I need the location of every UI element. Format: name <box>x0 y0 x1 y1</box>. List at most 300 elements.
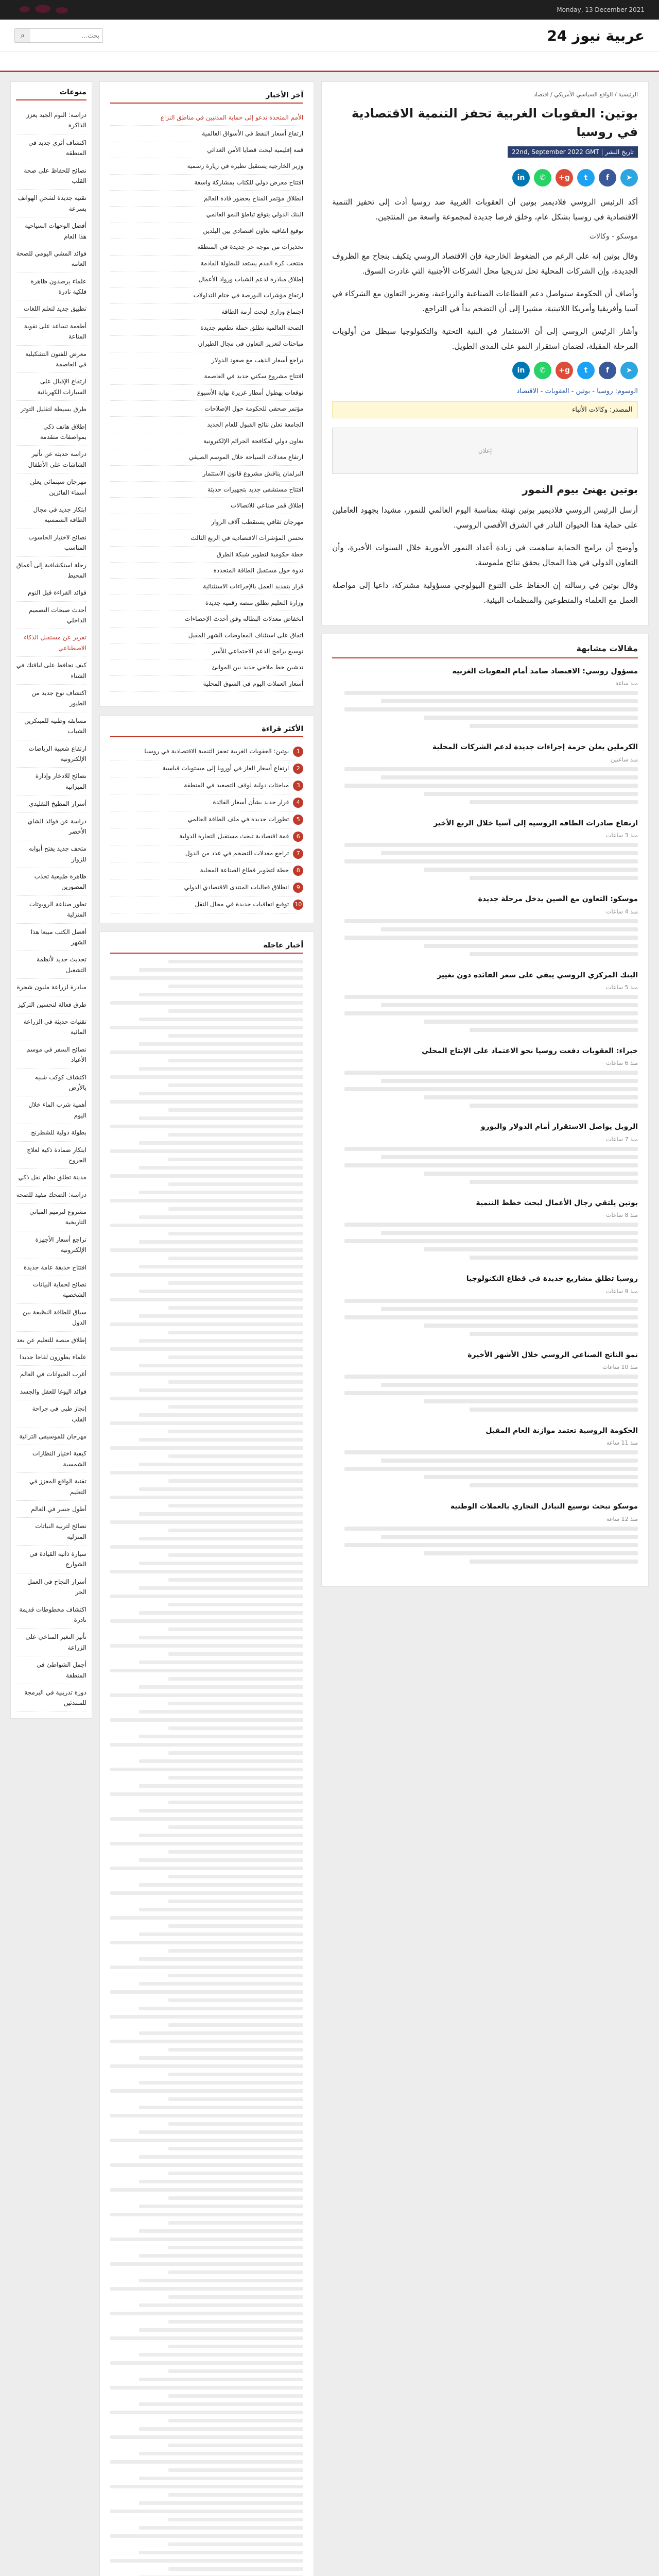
placeholder-line <box>110 1421 303 1425</box>
related-title[interactable]: الروبل يواصل الاستقرار أمام الدولار واليورو <box>480 1123 638 1131</box>
related-title[interactable]: الكرملين يعلن حزمة إجراءات جديدة لدعم الشركات المحلية <box>432 743 638 752</box>
latest-news-item[interactable]: قرار بتمديد العمل بالإجراءات الاستثنائية <box>110 579 303 595</box>
placeholder-line <box>110 1990 303 1994</box>
placeholder-line <box>110 2015 303 2019</box>
placeholder-line <box>139 2328 303 2332</box>
placeholder-line <box>168 1776 304 1780</box>
twitter-icon[interactable]: t <box>577 362 595 379</box>
related-item[interactable] <box>332 1425 638 1487</box>
placeholder-line <box>168 2073 304 2076</box>
article-paragraph: أكد الرئيس الروسي فلاديمير بوتين أن العقوبات الغربية ضد روسيا أدت إلى تحفيز التنمية الاقتصادية في روسيا بشكل عام، وخلق فرصا جديدة لمجموعة واسعة من المنتجين. <box>332 197 638 222</box>
placeholder-line <box>139 2279 303 2282</box>
related-item[interactable] <box>332 741 638 804</box>
sidebar-item[interactable]: فوائد المشي اليومي للصحة العامة <box>16 245 86 273</box>
placeholder-line <box>139 1116 303 1120</box>
placeholder-line <box>168 1133 304 1137</box>
excerpt-line <box>424 1399 638 1403</box>
placeholder-line <box>168 1430 304 1433</box>
sidebar-item[interactable]: نصائح لاختيار الحاسوب المناسب <box>16 529 86 557</box>
placeholder-line <box>139 2180 303 2183</box>
placeholder-line <box>139 1562 303 1565</box>
sidebar-item[interactable]: أجمل الشواطئ في المنطقة <box>16 1656 86 1684</box>
placeholder-line <box>168 1232 304 1235</box>
placeholder-line <box>168 2221 304 2225</box>
latest-news-item[interactable]: البرلمان يناقش مشروع قانون الاستثمار <box>110 466 303 482</box>
related-articles <box>321 634 649 1587</box>
placeholder-line <box>139 2353 303 2357</box>
placeholder-line <box>139 1834 303 1837</box>
sidebar-item[interactable]: سيارة ذاتية القيادة في الشوارع <box>16 1546 86 1573</box>
latest-news-item[interactable]: توقيع اتفاقية تعاون اقتصادي بين البلدين <box>110 223 303 239</box>
main-column <box>321 81 649 1595</box>
placeholder-line <box>110 1125 303 1128</box>
placeholder-line <box>110 1545 303 1549</box>
sidebar-item[interactable]: أهمية شرب الماء خلال اليوم <box>16 1096 86 1124</box>
latest-news-item[interactable]: ارتفاع أسعار النفط في الأسواق العالمية <box>110 126 303 142</box>
placeholder-line <box>139 1314 303 1318</box>
excerpt-line <box>344 1011 638 1015</box>
breadcrumb-category[interactable]: اقتصاد <box>533 91 549 98</box>
latest-news-item[interactable]: افتتاح مشروع سكني جديد في العاصمة <box>110 368 303 384</box>
sidebar-item[interactable]: نصائح للادخار وإدارة الميزانية <box>16 768 86 795</box>
sidebar-item[interactable]: ظاهرة طبيعية تجذب المصورين <box>16 868 86 896</box>
placeholder-line <box>139 1537 303 1540</box>
placeholder-line <box>139 2551 303 2554</box>
placeholder-line <box>110 1669 303 1672</box>
placeholder-line <box>139 1191 303 1194</box>
latest-news-item[interactable]: اجتماع وزاري لبحث أزمة الطاقة <box>110 304 303 320</box>
latest-news-item[interactable]: تحسن المؤشرات الاقتصادية في الربع الثالث <box>110 530 303 546</box>
related-title[interactable]: نمو الناتج الصناعي الروسي خلال الأشهر الأخيرة <box>467 1350 638 1359</box>
sidebar-item[interactable]: إطلاق منصة للتعليم عن بعد <box>16 1332 86 1349</box>
advertisement[interactable]: إعلان <box>332 428 638 474</box>
placeholder-line <box>139 1388 303 1392</box>
latest-news-item[interactable]: تدشين خط ملاحي جديد بين الموانئ <box>110 659 303 675</box>
excerpt-line <box>470 876 638 880</box>
sidebar-item[interactable]: مشروع لترميم المباني التاريخية <box>16 1204 86 1231</box>
latest-news-item[interactable]: ارتفاع معدلات السياحة خلال الموسم الصيفي <box>110 449 303 465</box>
linkedin-icon[interactable]: in <box>512 169 530 187</box>
related-item[interactable] <box>332 970 638 1032</box>
latest-heading: آخر الأخبار <box>110 91 303 104</box>
rank-badge: 5 <box>293 815 303 825</box>
placeholder-line <box>110 1644 303 1648</box>
most-read-item[interactable] <box>110 845 303 862</box>
placeholder-line <box>110 1397 303 1400</box>
placeholder-line <box>110 1248 303 1252</box>
placeholder-line <box>139 2205 303 2208</box>
placeholder-line <box>139 1586 303 1590</box>
sidebar-item[interactable]: دراسة حديثة عن تأثير الشاشات على الأطفال <box>16 446 86 473</box>
latest-news-item[interactable]: وزارة التعليم تطلق منصة رقمية جديدة <box>110 595 303 611</box>
most-read-heading: الأكثر قراءة <box>110 725 303 737</box>
sidebar-item[interactable]: أحدث صيحات التصميم الداخلي <box>16 602 86 630</box>
excerpt-line <box>381 1535 638 1539</box>
placeholder-line <box>139 1265 303 1268</box>
placeholder-line <box>110 1965 303 1969</box>
placeholder-line <box>168 2122 304 2126</box>
sidebar-item[interactable]: أفضل الكتب مبيعا هذا الشهر <box>16 924 86 952</box>
facebook-icon[interactable]: f <box>599 362 616 379</box>
placeholder-line <box>139 2402 303 2406</box>
placeholder-line <box>168 2394 304 2398</box>
placeholder-line <box>139 2007 303 2010</box>
placeholder-line <box>110 1496 303 1499</box>
placeholder-line <box>110 1817 303 1821</box>
latest-news-item[interactable]: توسيع برامج الدعم الاجتماعي للأسر <box>110 643 303 659</box>
most-read-item[interactable] <box>110 777 303 794</box>
latest-news-item[interactable]: الأمم المتحدة تدعو إلى حماية المدنيين في مناطق النزاع <box>110 110 303 126</box>
placeholder-line <box>168 1182 304 1186</box>
excerpt-line <box>344 1543 638 1547</box>
related-time: منذ 7 ساعات <box>606 1136 638 1143</box>
sidebar-item[interactable]: دراسة عن فوائد الشاي الأخضر <box>16 813 86 841</box>
placeholder-line <box>168 1158 304 1161</box>
placeholder-line <box>168 1652 304 1656</box>
sidebar-item[interactable]: ابتكار ضمادة ذكية لعلاج الجروح <box>16 1142 86 1170</box>
most-read-list <box>110 743 303 913</box>
related-title[interactable]: روسيا تطلق مشاريع جديدة في قطاع التكنولوجيا <box>466 1275 638 1283</box>
latest-news-item[interactable]: افتتاح معرض دولي للكتاب بمشاركة واسعة <box>110 175 303 191</box>
excerpt-line <box>344 691 638 695</box>
search-input[interactable] <box>30 29 102 42</box>
most-read-item[interactable] <box>110 896 303 913</box>
sidebar-item[interactable]: أسرار النجاح في العمل الحر <box>16 1573 86 1601</box>
whatsapp-icon[interactable]: ✆ <box>534 362 551 379</box>
breadcrumb: الرئيسية / الواقع السياسي الأمريكي / اقتصاد <box>533 91 638 98</box>
sidebar-item[interactable]: كيفية اختيار النظارات الشمسية <box>16 1445 86 1473</box>
placeholder-line <box>139 2303 303 2307</box>
placeholder-line <box>168 1578 304 1582</box>
sidebar-item[interactable]: اكتشاف كوكب شبيه بالأرض <box>16 1069 86 1097</box>
sidebar-item[interactable]: مهرجان سينمائي يعلن أسماء الفائزين <box>16 473 86 501</box>
placeholder-line <box>110 2510 303 2513</box>
sidebar-item[interactable]: اكتشاف نوع جديد من الطيور <box>16 685 86 713</box>
sidebar-item[interactable]: كيف تحافظ على لياقتك في الشتاء <box>16 657 86 685</box>
most-read-item[interactable] <box>110 760 303 777</box>
latest-news-item[interactable]: توقعات بهطول أمطار غزيرة نهاية الأسبوع <box>110 385 303 401</box>
placeholder-line <box>168 1331 304 1334</box>
most-read-title[interactable]: بوتين: العقوبات الغربية تحفز التنمية الاقتصادية في روسيا <box>144 748 289 755</box>
sidebar-item[interactable]: علماء يطورون لقاحا جديدا <box>16 1349 86 1366</box>
excerpt-line <box>344 1527 638 1531</box>
most-read-item[interactable] <box>110 862 303 879</box>
placeholder-line <box>110 1347 303 1351</box>
most-read-title[interactable]: قمة اقتصادية تبحث مستقبل التجارة الدولية <box>179 833 289 840</box>
sidebar-item[interactable]: فوائد اليوغا للعقل والجسد <box>16 1383 86 1400</box>
excerpt-line <box>424 1475 638 1479</box>
middle-column <box>99 81 314 2576</box>
related-item[interactable] <box>332 1273 638 1335</box>
sidebar-item[interactable]: نصائح للحفاظ على صحة القلب <box>16 162 86 190</box>
sidebar-item[interactable]: مهرجان للموسيقى التراثية <box>16 1428 86 1445</box>
sidebar-item[interactable]: ابتكار جديد في مجال الطاقة الشمسية <box>16 501 86 529</box>
placeholder-line <box>110 1595 303 1598</box>
placeholder-line <box>168 1034 304 1038</box>
latest-news-item[interactable]: مؤتمر صحفي للحكومة حول الإصلاحات <box>110 401 303 417</box>
sidebar-item[interactable]: تأثير التغير المناخي على الزراعة <box>16 1629 86 1656</box>
related-item[interactable] <box>332 1045 638 1108</box>
most-read-item[interactable] <box>110 794 303 811</box>
telegram-icon[interactable]: ➤ <box>620 362 638 379</box>
sidebar-item[interactable]: دراسة: الضحك مفيد للصحة <box>16 1187 86 1204</box>
placeholder-line <box>168 2320 304 2324</box>
google-plus-icon[interactable]: g+ <box>556 169 573 187</box>
placeholder-line <box>168 960 304 963</box>
latest-news-item[interactable]: افتتاح مستشفى جديد بتجهيزات حديثة <box>110 482 303 498</box>
sidebar-item[interactable]: أفضل الوجهات السياحية هذا العام <box>16 217 86 245</box>
sidebar-item[interactable]: نصائح لتربية النباتات المنزلية <box>16 1518 86 1546</box>
placeholder-line <box>139 2081 303 2084</box>
article-paragraph: وأضاف أن الحكومة ستواصل دعم القطاعات الصناعية والزراعية، وتعزيز التعاون مع الشركاء في آسيا وأفريقيا وأمريكا اللاتينية، مشيرا إلى أن التضخم بدأ في التراجع. <box>332 289 638 313</box>
sidebar-item[interactable]: نصائح السفر في موسم الأعياد <box>16 1041 86 1069</box>
excerpt-line <box>424 716 638 720</box>
related-title[interactable]: البنك المركزي الروسي يبقي على سعر الفائدة دون تغيير <box>437 971 638 979</box>
sidebar-item[interactable]: تقنيات حديثة في الزراعة المائية <box>16 1013 86 1041</box>
placeholder-line <box>168 1801 304 1804</box>
most-read-item[interactable] <box>110 811 303 828</box>
placeholder-line <box>110 1174 303 1178</box>
excerpt-line <box>344 767 638 771</box>
search-button[interactable]: ⌕ <box>15 29 30 42</box>
placeholder-line <box>110 2139 303 2142</box>
excerpt-line <box>344 1239 638 1243</box>
latest-news-item[interactable]: تراجع أسعار الذهب مع صعود الدولار <box>110 352 303 368</box>
latest-news-item[interactable]: إطلاق قمر صناعي للاتصالات <box>110 498 303 514</box>
excerpt-line <box>344 1315 638 1319</box>
facebook-icon[interactable]: f <box>599 169 616 187</box>
related-item[interactable] <box>332 893 638 956</box>
placeholder-line <box>168 2444 304 2447</box>
excerpt-line <box>424 1095 638 1099</box>
sidebar-item[interactable]: مدينة تطلق نظام نقل ذكي <box>16 1169 86 1186</box>
sidebar-item[interactable]: أطعمة تساعد على تقوية المناعة <box>16 318 86 346</box>
most-read-item[interactable] <box>110 879 303 896</box>
excerpt-line <box>381 1231 638 1235</box>
sidebar-item[interactable]: أطول جسر في العالم <box>16 1501 86 1518</box>
latest-list <box>110 110 303 692</box>
sidebar-item[interactable]: بطولة دولية للشطرنج <box>16 1124 86 1141</box>
placeholder-line <box>139 1809 303 1812</box>
sidebar-item[interactable]: إنجاز طبي في جراحة القلب <box>16 1400 86 1428</box>
sidebar-item[interactable]: دورة تدريبية في البرمجة للمبتدئين <box>16 1684 86 1712</box>
latest-news-item[interactable]: الجامعة تعلن نتائج القبول للعام الجديد <box>110 417 303 433</box>
placeholder-line <box>110 1693 303 1697</box>
related-title[interactable]: مسؤول روسي: الاقتصاد صامد أمام العقوبات الغربية <box>452 667 638 675</box>
most-read-title[interactable]: قرار جديد بشأن أسعار الفائدة <box>213 799 289 806</box>
excerpt-line <box>424 1324 638 1328</box>
placeholder-line <box>139 2254 303 2258</box>
excerpt-line <box>470 800 638 804</box>
site-header <box>0 20 659 52</box>
placeholder-line <box>168 1355 304 1359</box>
most-read-title[interactable]: تطورات جديدة في ملف الطاقة العالمي <box>187 816 289 823</box>
placeholder-line <box>110 1743 303 1747</box>
latest-news-item[interactable]: أسعار العملات اليوم في السوق المحلية <box>110 676 303 692</box>
latest-news-item[interactable]: الصحة العالمية تطلق حملة تطعيم جديدة <box>110 320 303 336</box>
latest-news-item[interactable]: إطلاق مبادرة لدعم الشباب ورواد الأعمال <box>110 272 303 287</box>
sidebar-item[interactable]: مسابقة وطنية للمبتكرين الشباب <box>16 713 86 740</box>
article-tags[interactable]: الوسوم: روسيا - بوتين - العقوبات - الاقتصاد <box>516 387 638 395</box>
placeholder-line <box>168 1949 304 1953</box>
placeholder-line <box>168 1998 304 2002</box>
latest-news-item[interactable]: انخفاض معدلات البطالة وفق أحدث الإحصاءات <box>110 611 303 627</box>
excerpt-line <box>344 1147 638 1151</box>
related-title[interactable]: موسكو تبحث توسيع التبادل التجاري بالعملات الوطنية <box>450 1502 638 1511</box>
placeholder-line <box>139 1982 303 1986</box>
latest-news-item[interactable]: تحذيرات من موجة حر جديدة في المنطقة <box>110 239 303 255</box>
latest-news-item[interactable]: خطة حكومية لتطوير شبكة الطرق <box>110 547 303 563</box>
excerpt-line <box>470 1332 638 1336</box>
sidebar-item[interactable]: ارتفاع الإقبال على السيارات الكهربائية <box>16 373 86 401</box>
most-read-title[interactable]: ارتفاع أسعار الغاز في أوروبا إلى مستويات قياسية <box>162 765 289 772</box>
placeholder-line <box>139 968 303 972</box>
placeholder-line <box>139 1413 303 1417</box>
related-item[interactable] <box>332 1349 638 1412</box>
latest-news-item[interactable]: انطلاق مؤتمر المناخ بحضور قادة العالم <box>110 191 303 207</box>
placeholder-line <box>139 1067 303 1071</box>
placeholder-line <box>168 1924 304 1928</box>
latest-news-item[interactable]: ارتفاع مؤشرات البورصة في ختام التداولات <box>110 287 303 303</box>
breadcrumb-section[interactable]: الواقع السياسي الأمريكي <box>554 91 613 98</box>
excerpt-line <box>470 952 638 956</box>
most-read-title[interactable]: مباحثات دولية لوقف التصعيد في المنطقة <box>184 782 289 789</box>
related-title[interactable]: ارتفاع صادرات الطاقة الروسية إلى آسيا خلال الربع الأخير <box>433 819 638 827</box>
placeholder-line <box>168 2295 304 2299</box>
placeholder-line <box>168 1257 304 1260</box>
sidebar-item[interactable]: نصائح لحماية البيانات الشخصية <box>16 1276 86 1304</box>
related-item[interactable] <box>332 666 638 728</box>
sidebar-item[interactable]: إطلاق هاتف ذكي بمواصفات متقدمة <box>16 418 86 446</box>
sidebar-item[interactable]: ارتفاع شعبية الرياضات الإلكترونية <box>16 740 86 768</box>
placeholder-line <box>139 1710 303 1714</box>
sidebar-item[interactable]: اكتشاف مخطوطات قديمة نادرة <box>16 1601 86 1629</box>
related-item[interactable] <box>332 1121 638 1183</box>
sidebar-item[interactable]: تطور صناعة الروبوتات المنزلية <box>16 896 86 924</box>
sidebar-item[interactable]: دراسة: النوم الجيد يعزز الذاكرة <box>16 107 86 134</box>
sidebar-item[interactable]: تراجع أسعار الأجهزة الإلكترونية <box>16 1231 86 1259</box>
related-item[interactable] <box>332 1501 638 1563</box>
placeholder-line <box>139 1908 303 1911</box>
placeholder-line <box>168 1083 304 1087</box>
source-note: المصدر: وكالات الأنباء <box>332 401 638 418</box>
placeholder-line <box>110 1372 303 1376</box>
sidebar-item[interactable]: تقنية الواقع المعزز في التعليم <box>16 1473 86 1501</box>
excerpt-line <box>344 1223 638 1227</box>
latest-news-item[interactable]: البنك الدولي يتوقع تباطؤ النمو العالمي <box>110 207 303 223</box>
most-read-title[interactable]: توقيع اتفاقيات جديدة في مجال النقل <box>195 901 289 908</box>
sidebar-item[interactable]: طرق بسيطة لتقليل التوتر <box>16 401 86 418</box>
latest-news-item[interactable]: قمة إقليمية لبحث قضايا الأمن الغذائي <box>110 142 303 158</box>
placeholder-line <box>139 993 303 996</box>
placeholder-line <box>139 2477 303 2480</box>
related-title[interactable]: الحكومة الروسية تعتمد موازنة العام المقبل <box>485 1426 638 1435</box>
placeholder-line <box>110 2485 303 2488</box>
related-item[interactable] <box>332 1197 638 1260</box>
related-time: منذ 12 ساعة <box>606 1515 638 1522</box>
article-title: بوتين: العقوبات الغربية تحفز التنمية الاقتصادية في روسيا <box>351 106 638 139</box>
excerpt-line <box>470 1560 638 1564</box>
sidebar-item[interactable]: افتتاح حديقة عامة جديدة <box>16 1259 86 1276</box>
most-read-item[interactable] <box>110 743 303 760</box>
article-subheading: بوتين يهنئ بيوم النمور <box>522 483 638 496</box>
placeholder-line <box>110 2559 303 2563</box>
latest-news-item[interactable]: تعاون دولي لمكافحة الجرائم الإلكترونية <box>110 433 303 449</box>
latest-news-item[interactable]: ندوة حول مستقبل الطاقة المتجددة <box>110 563 303 579</box>
most-read-title[interactable]: انطلاق فعاليات المنتدى الاقتصادي الدولي <box>184 884 289 891</box>
related-title[interactable]: خبراء: العقوبات دفعت روسيا نحو الاعتماد على الإنتاج المحلي <box>422 1046 638 1055</box>
latest-news-item[interactable]: وزير الخارجية يستقبل نظيره في زيارة رسمية <box>110 158 303 174</box>
excerpt-line <box>344 843 638 847</box>
placeholder-line <box>168 2048 304 2052</box>
article-paragraph: وأوضح أن برامج الحماية ساهمت في زيادة أعداد النمور الأمورية خلال السنوات الأخيرة، وأن التعاون الدولي في هذا المجال يحقق نتائج ملموسة. <box>332 543 638 567</box>
placeholder-line <box>168 1751 304 1755</box>
excerpt-line <box>424 1172 638 1176</box>
most-read-title[interactable]: تراجع معدلات التضخم في عدد من الدول <box>185 850 289 857</box>
main-nav <box>0 52 659 72</box>
latest-news-item[interactable]: مهرجان ثقافي يستقطب آلاف الزوار <box>110 514 303 530</box>
article-paragraph: وقال بوتين إنه على الرغم من الضغوط الخارجية فإن الاقتصاد الروسي يتكيف بنجاح مع الظروف الجديدة، وإن الشركات المحلية تحل تدريجيا محل الشركات الأجنبية التي غادرت السوق. <box>332 251 638 276</box>
placeholder-line <box>168 2246 304 2249</box>
latest-news-item[interactable]: مباحثات لتعزيز التعاون في مجال الطيران <box>110 336 303 352</box>
most-read-item[interactable] <box>110 828 303 845</box>
sidebar-item[interactable]: تقرير عن مستقبل الذكاء الاصطناعي <box>16 629 86 657</box>
twitter-icon[interactable]: t <box>577 169 595 187</box>
sidebar-item[interactable]: علماء يرصدون ظاهرة فلكية نادرة <box>16 273 86 301</box>
placeholder-line <box>139 2056 303 2060</box>
placeholder-line <box>139 1957 303 1961</box>
excerpt-line <box>381 1459 638 1463</box>
placeholder-line <box>139 1685 303 1689</box>
telegram-icon[interactable]: ➤ <box>620 169 638 187</box>
breadcrumb-home[interactable]: الرئيسية <box>618 91 638 98</box>
whatsapp-icon[interactable]: ✆ <box>534 169 551 187</box>
sidebar-item[interactable]: تطبيق جديد لتعلم اللغات <box>16 300 86 317</box>
sidebar-item[interactable]: فوائد القراءة قبل النوم <box>16 584 86 601</box>
placeholder-line <box>110 1941 303 1944</box>
placeholder-line <box>168 2196 304 2200</box>
placeholder-line <box>139 1759 303 1763</box>
latest-news-item[interactable]: منتخب كرة القدم يستعد للبطولة القادمة <box>110 256 303 272</box>
sidebar-item[interactable]: سباق للطاقة النظيفة بين الدول <box>16 1304 86 1332</box>
google-plus-icon[interactable]: g+ <box>556 362 573 379</box>
sidebar-item[interactable]: مبادرة لزراعة مليون شجرة <box>16 979 86 996</box>
excerpt-line <box>344 1391 638 1395</box>
placeholder-line <box>168 2023 304 2027</box>
excerpt-line <box>344 1299 638 1303</box>
excerpt-line <box>470 1408 638 1412</box>
sidebar-item[interactable]: رحلة استكشافية إلى أعماق المحيط <box>16 557 86 585</box>
sidebar-item[interactable]: تحديث جديد لأنظمة التشغيل <box>16 951 86 979</box>
most-read-title[interactable]: خطة لتطوير قطاع الصناعة المحلية <box>200 867 289 874</box>
sidebar-item[interactable]: طرق فعالة لتحسين التركيز <box>16 996 86 1013</box>
excerpt-line <box>381 1079 638 1083</box>
sidebar-item[interactable]: متحف جديد يفتح أبوابه للزوار <box>16 840 86 868</box>
linkedin-icon[interactable]: in <box>512 362 530 379</box>
site-logo[interactable]: عربية نيوز 24 <box>547 27 645 44</box>
sidebar-item[interactable]: اكتشاف أثري جديد في المنطقة <box>16 134 86 162</box>
sidebar-item[interactable]: تقنية جديدة لشحن الهواتف بسرعة <box>16 190 86 217</box>
sidebar-item[interactable]: أغرب الحيوانات في العالم <box>16 1366 86 1383</box>
sidebar-item[interactable]: أسرار المطبخ التقليدي <box>16 795 86 812</box>
latest-news-item[interactable]: اتفاق على استئناف المفاوضات الشهر المقبل <box>110 628 303 643</box>
article-paragraph: وقال بوتين في رسالته إن الحفاظ على التنوع البيولوجي مسؤولية مشتركة، داعيا إلى مواصلة العمل مع العلماء والمتطوعين والمنظمات البيئية. <box>332 581 638 605</box>
related-title[interactable]: بوتين يلتقي رجال الأعمال لبحث خطط التنمية <box>476 1198 638 1207</box>
related-item[interactable] <box>332 818 638 880</box>
related-title[interactable]: موسكو: التعاون مع الصين يدخل مرحلة جديدة <box>478 895 638 904</box>
placeholder-line <box>110 2534 303 2538</box>
sidebar-item[interactable]: معرض للفنون التشكيلية في العاصمة <box>16 346 86 374</box>
